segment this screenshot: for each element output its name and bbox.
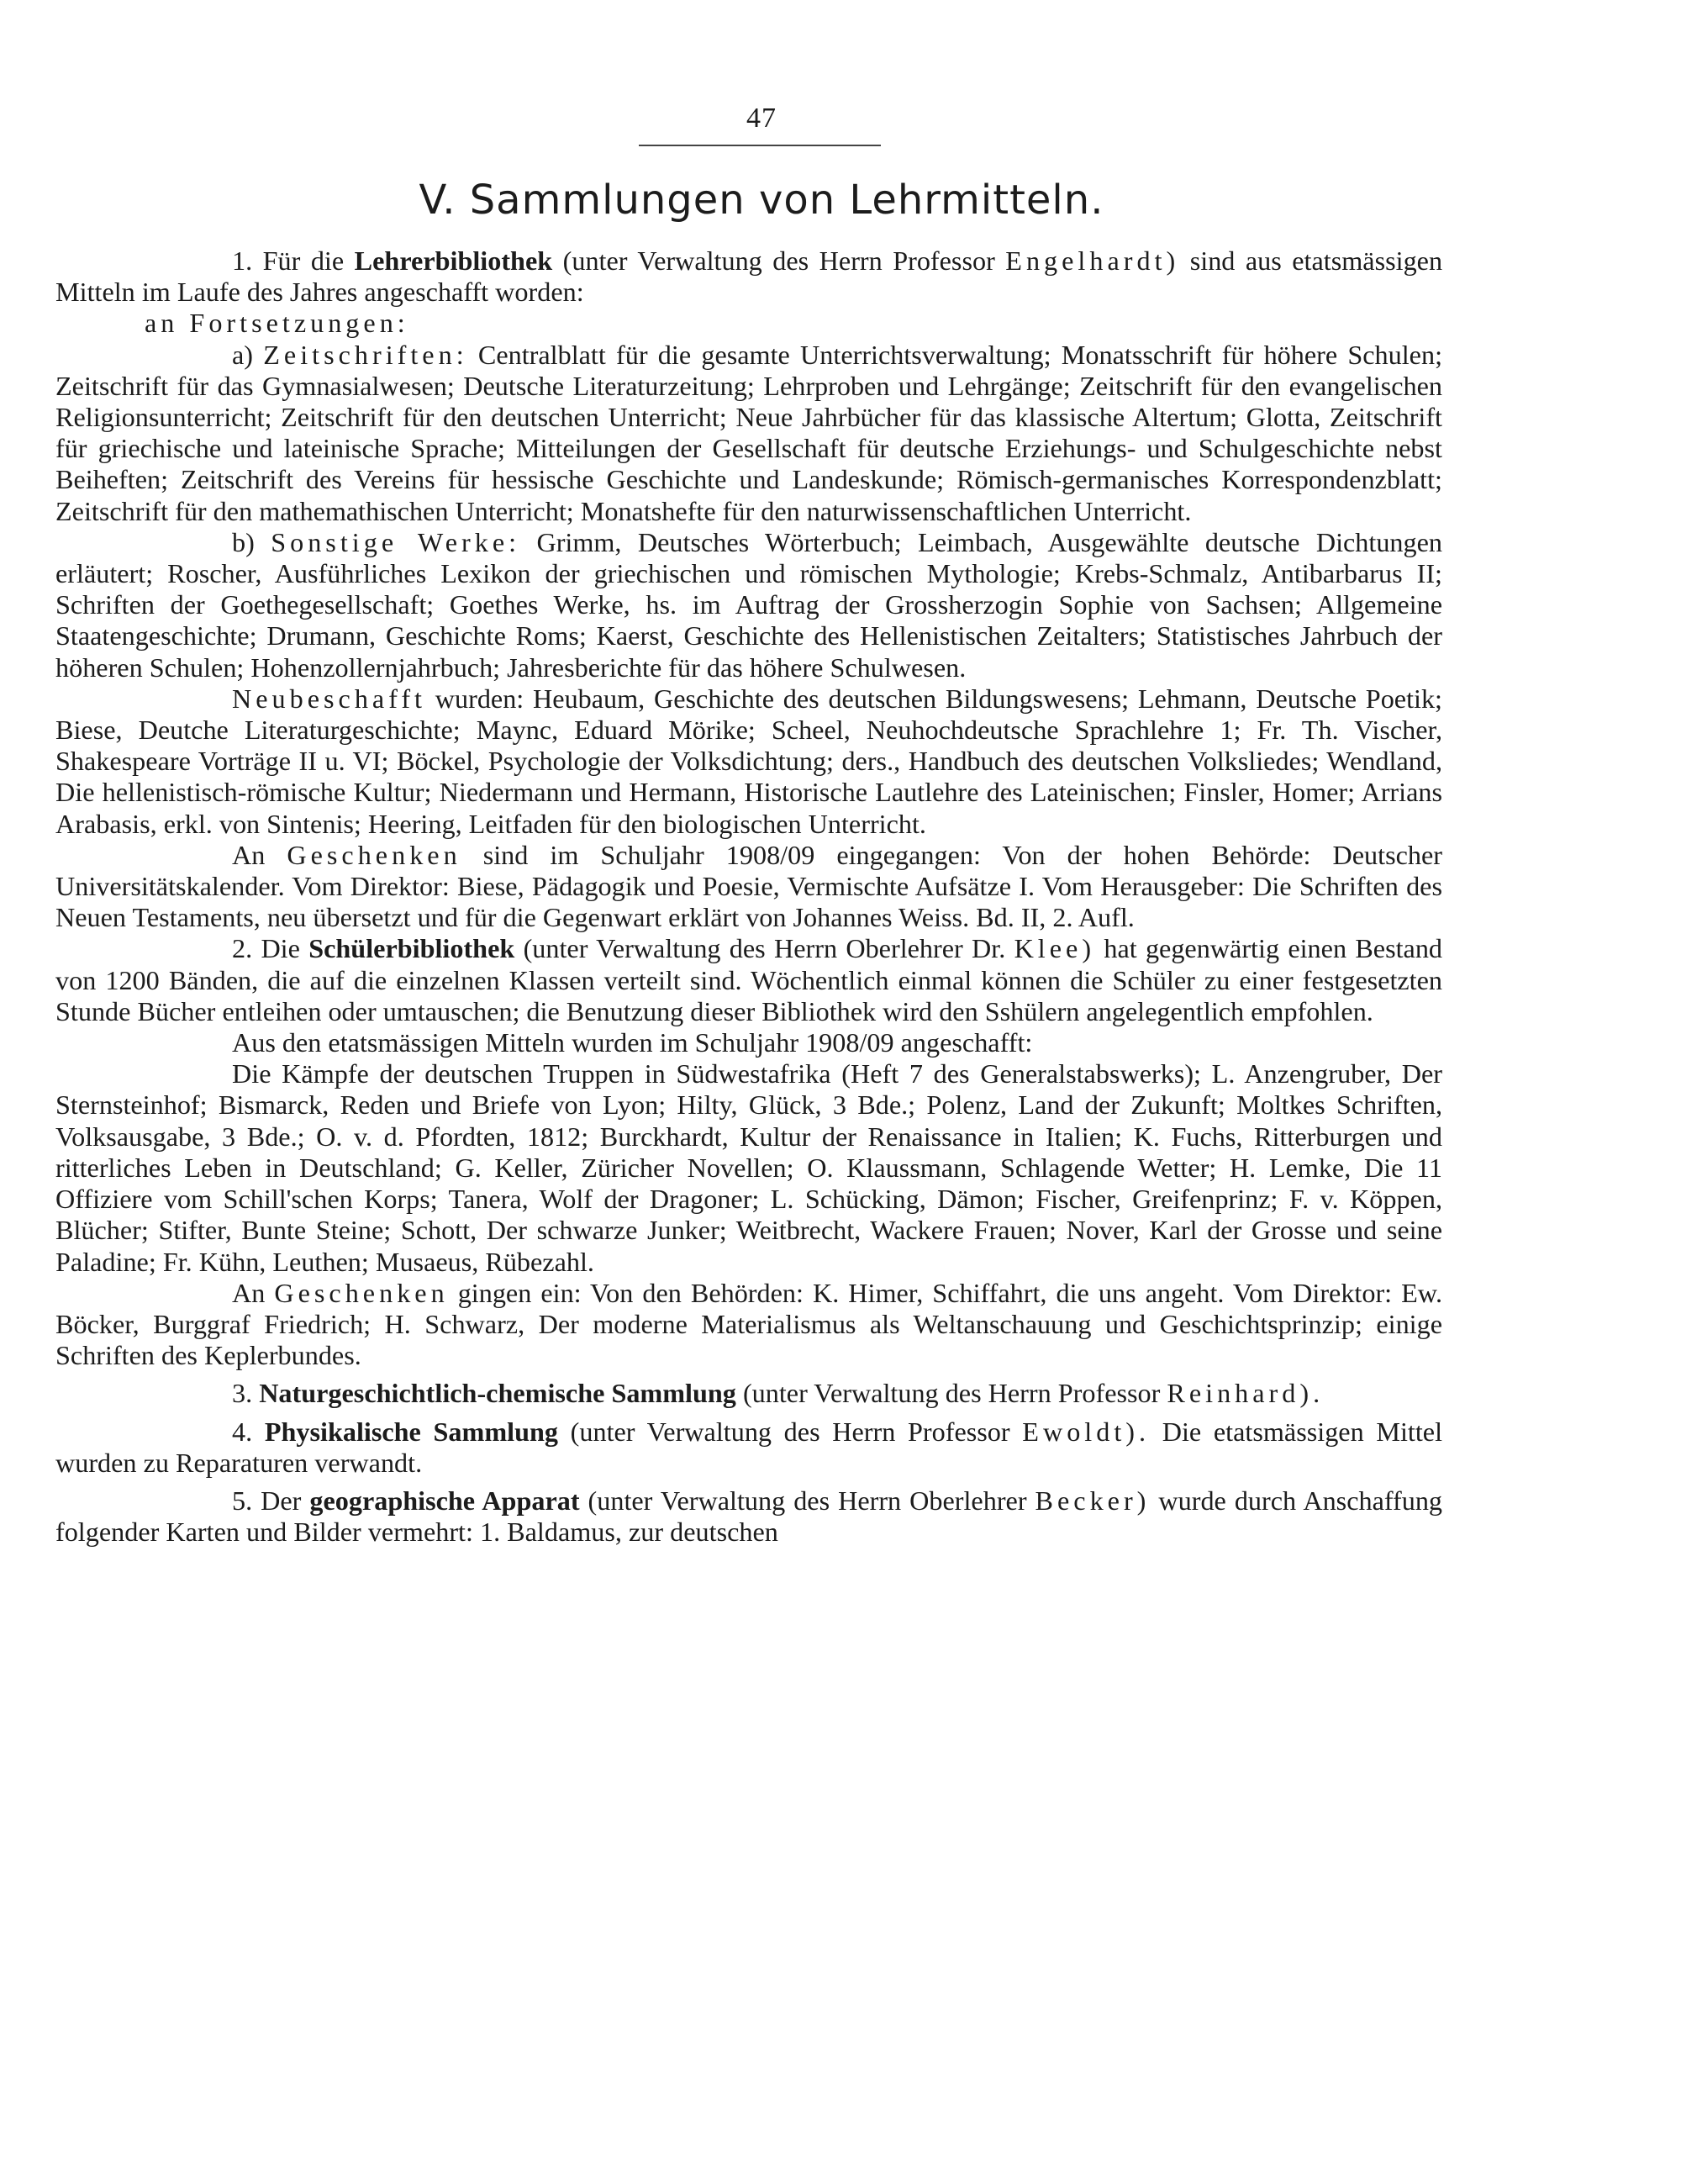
- s2-purchased-list: Die Kämpfe der deutschen Truppen in Südwestafrika (Heft 7 des Generalstabswerks); L. Anzengruber, Der Sternsteinhof; Bismarck, Reden und Briefe von Lyon; Hilty, Glück, 3 Bde.; Polenz, Land der Zukunft; Moltkes Schriften, Volksausgabe, 3 Bde.; O. v. d. Pfordten, 1812; Burckhardt, Kultur der Renaissance in Italien; K. Fuchs, Ritterburgen und ritterliches Leben in Deutschland; G. Keller, Züricher Novellen; O. Klaussmann, Schlagende Wetter; H. Lemke, Die 11 Offiziere vom Schill'schen Korps; Tanera, Wolf der Dragoner; L. Schücking, Dämon; Fischer, Greifenprinz; F. v. Köppen, Blücher; Stifter, Bunte Steine; Schott, Der schwarze Junker; Weitbrecht, Wackere Frauen; Nover, Karl der Grosse und seine Paladine; Fr. Kühn, Leuthen; Musaeus, Rübezahl.: [55, 1058, 1442, 1277]
- s5-number: 5.: [232, 1485, 253, 1516]
- s4-title: Physikalische Sammlung: [264, 1416, 558, 1447]
- s2-purchased-intro: Aus den etatsmässigen Mitteln wurden im Schuljahr 1908/09 angeschafft:: [232, 1027, 1033, 1058]
- s1-new-acquisitions: Neubeschafft wurden: Heubaum, Geschichte des deutschen Bildungswesens; Lehmann, Deutsche Poetik; Biese, Deutche Literaturgeschichte; Maync, Eduard Mörike; Scheel, Neuhochdeutsche Sprachlehre 1; Fr. Th. Vischer, Shakespeare Vorträge II u. VI; Böckel, Psychologie der Volksdichtung; ders., Handbuch des deutschen Volksliedes; Wendland, Die hellenistisch-römische Kultur; Niedermann und Hermann, Historische Lautlehre des Lateinischen; Finsler, Homer; Arrians Arabasis, erkl. von Sintenis; Heering, Leitfaden für den biologischen Unterricht.: [55, 683, 1442, 839]
- s2-number: 2.: [232, 933, 253, 964]
- page-number: 47: [746, 103, 777, 134]
- s1-curator: Engelhardt): [1005, 245, 1180, 276]
- s5-paragraph: 5. Der geographische Apparat (unter Verwaltung des Herrn Oberlehrer Becker) wurde durch Anschaffung folgender Karten und Bilder vermehrt: 1. Baldamus, zur deutschen: [55, 1485, 1443, 1548]
- s3-number: 3.: [232, 1378, 253, 1409]
- s2-intro: 2. Die Schülerbibliothek (unter Verwaltung des Herrn Oberlehrer Dr. Klee) hat gegenwärtig einen Bestand von 1200 Bänden, die auf die einzelnen Klassen verteilt sind. Wöchentlich einmal können die Schüler zu einer festgesetzten Stunde Bücher entleihen oder umtauschen; die Benutzung dieser Bibliothek wird den Sshülern angelegentlich empfohlen.: [55, 933, 1443, 1026]
- s5-title: geographische Apparat: [309, 1485, 580, 1516]
- section-heading: V. Sammlungen von Lehrmitteln.: [419, 177, 1104, 224]
- s4-paragraph: 4. Physikalische Sammlung (unter Verwaltung des Herrn Professor Ewoldt). Die etatsmässigen Mittel wurden zu Reparaturen verwandt.: [55, 1416, 1443, 1478]
- s1-number: 1.: [232, 245, 253, 276]
- s1-other-works: b) Sonstige Werke: Grimm, Deutsches Wörterbuch; Leimbach, Ausgewählte deutsche Dichtungen erläutert; Roscher, Ausführliches Lexikon der griechischen und römischen Mythologie; Krebs-Schmalz, Antibarbarus II; Schriften der Goethegesellschaft; Goethes Werke, hs. im Auftrag der Grossherzogin Sophie von Sachsen; Allgemeine Staatengeschichte; Drumann, Geschichte Roms; Kaerst, Geschichte des Hellenistischen Zeitalters; Statistisches Jahrbuch der höheren Schulen; Hohenzollernjahrbuch; Jahresberichte für das höhere Schulwesen.: [55, 526, 1442, 683]
- s1-title: Lehrerbibliothek: [354, 245, 553, 276]
- s2-gifts: An Geschenken gingen ein: Von den Behörden: K. Himer, Schiffahrt, die uns angeht. Vom Direktor: Ew. Böcker, Burggraf Friedrich; H. Schwarz, Der moderne Materialismus als Weltanschauung und Geschichtsprinzip; einige Schriften des Keplerbundes.: [55, 1277, 1443, 1371]
- s1-gifts: An Geschenken sind im Schuljahr 1908/09 eingegangen: Von der hohen Behörde: Deutscher Universitätskalender. Vom Direktor: Biese, Pädagogik und Poesie, Vermischte Aufsätze I. Vom Herausgeber: Die Schriften des Neuen Testaments, neu übersetzt und für die Gegenwart erklärt von Johannes Weiss. Bd. II, 2. Aufl.: [55, 839, 1442, 933]
- s5-curator: Becker): [1035, 1485, 1151, 1516]
- s4-number: 4.: [232, 1416, 253, 1447]
- s1-intro: 1. Für die Lehrerbibliothek (unter Verwaltung des Herrn Professor Engelhardt) sind aus etatsmässigen Mitteln im Laufe des Jahres angeschafft worden:: [55, 245, 1443, 308]
- s3-paragraph: 3. Naturgeschichtlich-chemische Sammlung (unter Verwaltung des Herrn Professor Reinhard).: [232, 1378, 1325, 1409]
- s2-curator: Klee): [1014, 933, 1096, 964]
- s3-title: Naturgeschichtlich-chemische Sammlung: [259, 1378, 736, 1409]
- header-rule: [639, 145, 881, 146]
- body-text: [55, 245, 1442, 1548]
- s1-periodicals: a) Zeitschriften: Centralblatt für die gesamte Unterrichtsverwaltung; Monatsschrift für höhere Schulen; Zeitschrift für das Gymnasialwesen; Deutsche Literaturzeitung; Lehrproben und Lehrgänge; Zeitschrift für den evangelischen Religionsunterricht; Zeitschrift für den deutschen Unterricht; Neue Jahrbücher für das klassische Altertum; Glotta, Zeitschrift für griechische und lateinische Sprache; Mitteilungen der Gesellschaft für deutsche Erziehungs- und Schulgeschichte nebst Beiheften; Zeitschrift des Vereins für hessische Geschichte und Landeskunde; Römisch-germanisches Korrespondenzblatt; Zeitschrift für den mathemathischen Unterricht; Monatshefte für den naturwissenschaftlichen Unterricht.: [55, 339, 1443, 526]
- s3-curator: Reinhard).: [1167, 1378, 1325, 1409]
- s2-title: Schülerbibliothek: [308, 933, 515, 964]
- s1-continuations-label: an Fortsetzungen:: [145, 308, 409, 339]
- s4-curator: Ewoldt).: [1022, 1416, 1151, 1447]
